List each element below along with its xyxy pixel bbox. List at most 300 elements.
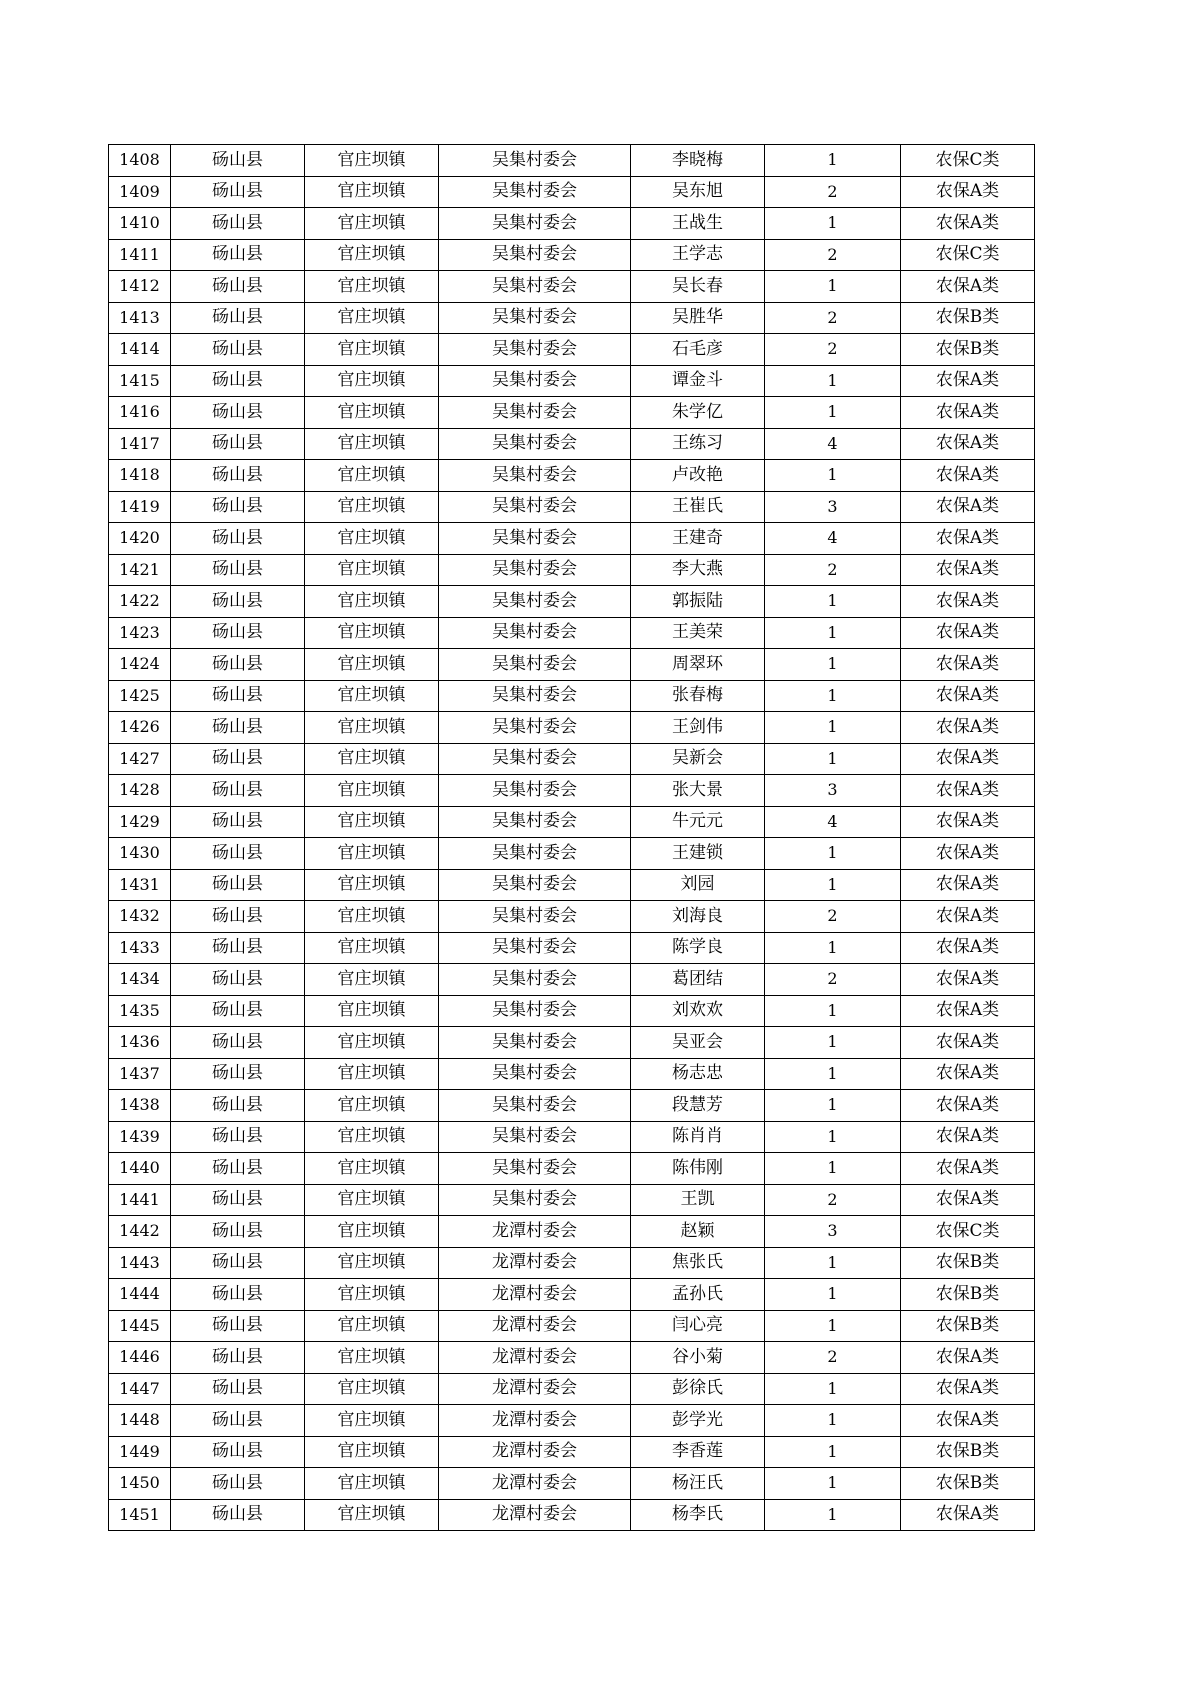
town-cell: 官庄坝镇 bbox=[305, 1279, 439, 1311]
village-committee-cell: 吴集村委会 bbox=[439, 397, 631, 429]
row-number-cell: 1423 bbox=[109, 617, 171, 649]
village-committee-cell: 吴集村委会 bbox=[439, 995, 631, 1027]
table-row bbox=[109, 1027, 1035, 1059]
county-cell: 砀山县 bbox=[171, 617, 305, 649]
name-cell: 王建奇 bbox=[631, 523, 765, 555]
county-cell: 砀山县 bbox=[171, 365, 305, 397]
name-cell: 朱学亿 bbox=[631, 397, 765, 429]
name-cell: 刘园 bbox=[631, 869, 765, 901]
village-committee-cell: 吴集村委会 bbox=[439, 838, 631, 870]
table-row bbox=[109, 806, 1035, 838]
name-cell: 吴胜华 bbox=[631, 302, 765, 334]
county-cell: 砀山县 bbox=[171, 1027, 305, 1059]
table-row bbox=[109, 1405, 1035, 1437]
category-cell: 农保A类 bbox=[901, 901, 1035, 933]
table-row bbox=[109, 271, 1035, 303]
count-cell: 2 bbox=[765, 176, 901, 208]
row-number-cell: 1415 bbox=[109, 365, 171, 397]
village-committee-cell: 龙潭村委会 bbox=[439, 1342, 631, 1374]
count-cell: 2 bbox=[765, 901, 901, 933]
table-row bbox=[109, 1468, 1035, 1500]
name-cell: 杨李氏 bbox=[631, 1499, 765, 1531]
count-cell: 1 bbox=[765, 1279, 901, 1311]
county-cell: 砀山县 bbox=[171, 1310, 305, 1342]
name-cell: 杨汪氏 bbox=[631, 1468, 765, 1500]
row-number-cell: 1440 bbox=[109, 1153, 171, 1185]
name-cell: 王学志 bbox=[631, 239, 765, 271]
table-row bbox=[109, 523, 1035, 555]
name-cell: 张春梅 bbox=[631, 680, 765, 712]
county-cell: 砀山县 bbox=[171, 239, 305, 271]
table-row bbox=[109, 743, 1035, 775]
category-cell: 农保B类 bbox=[901, 1436, 1035, 1468]
row-number-cell: 1435 bbox=[109, 995, 171, 1027]
town-cell: 官庄坝镇 bbox=[305, 365, 439, 397]
row-number-cell: 1451 bbox=[109, 1499, 171, 1531]
count-cell: 1 bbox=[765, 271, 901, 303]
name-cell: 郭振陆 bbox=[631, 586, 765, 618]
count-cell: 1 bbox=[765, 460, 901, 492]
name-cell: 张大景 bbox=[631, 775, 765, 807]
row-number-cell: 1445 bbox=[109, 1310, 171, 1342]
county-cell: 砀山县 bbox=[171, 586, 305, 618]
county-cell: 砀山县 bbox=[171, 1090, 305, 1122]
village-committee-cell: 龙潭村委会 bbox=[439, 1279, 631, 1311]
county-cell: 砀山县 bbox=[171, 523, 305, 555]
count-cell: 3 bbox=[765, 1216, 901, 1248]
town-cell: 官庄坝镇 bbox=[305, 145, 439, 177]
row-number-cell: 1447 bbox=[109, 1373, 171, 1405]
village-committee-cell: 吴集村委会 bbox=[439, 901, 631, 933]
table-row bbox=[109, 901, 1035, 933]
town-cell: 官庄坝镇 bbox=[305, 554, 439, 586]
count-cell: 1 bbox=[765, 1436, 901, 1468]
town-cell: 官庄坝镇 bbox=[305, 1216, 439, 1248]
name-cell: 段慧芳 bbox=[631, 1090, 765, 1122]
name-cell: 卢改艳 bbox=[631, 460, 765, 492]
category-cell: 农保A类 bbox=[901, 1499, 1035, 1531]
count-cell: 1 bbox=[765, 617, 901, 649]
count-cell: 1 bbox=[765, 838, 901, 870]
row-number-cell: 1446 bbox=[109, 1342, 171, 1374]
county-cell: 砀山县 bbox=[171, 428, 305, 460]
village-committee-cell: 吴集村委会 bbox=[439, 1090, 631, 1122]
town-cell: 官庄坝镇 bbox=[305, 397, 439, 429]
village-committee-cell: 龙潭村委会 bbox=[439, 1436, 631, 1468]
category-cell: 农保A类 bbox=[901, 617, 1035, 649]
name-cell: 彭学光 bbox=[631, 1405, 765, 1437]
table-row bbox=[109, 208, 1035, 240]
name-cell: 吴亚会 bbox=[631, 1027, 765, 1059]
roster-table-body bbox=[109, 145, 1035, 1531]
category-cell: 农保C类 bbox=[901, 1216, 1035, 1248]
table-row bbox=[109, 145, 1035, 177]
village-committee-cell: 吴集村委会 bbox=[439, 617, 631, 649]
row-number-cell: 1412 bbox=[109, 271, 171, 303]
table-row bbox=[109, 397, 1035, 429]
village-committee-cell: 吴集村委会 bbox=[439, 869, 631, 901]
table-row bbox=[109, 460, 1035, 492]
count-cell: 2 bbox=[765, 302, 901, 334]
village-committee-cell: 吴集村委会 bbox=[439, 649, 631, 681]
row-number-cell: 1450 bbox=[109, 1468, 171, 1500]
town-cell: 官庄坝镇 bbox=[305, 617, 439, 649]
table-row bbox=[109, 1121, 1035, 1153]
county-cell: 砀山县 bbox=[171, 554, 305, 586]
row-number-cell: 1441 bbox=[109, 1184, 171, 1216]
count-cell: 1 bbox=[765, 1247, 901, 1279]
town-cell: 官庄坝镇 bbox=[305, 995, 439, 1027]
count-cell: 1 bbox=[765, 680, 901, 712]
category-cell: 农保A类 bbox=[901, 365, 1035, 397]
category-cell: 农保A类 bbox=[901, 1184, 1035, 1216]
table-row bbox=[109, 1058, 1035, 1090]
category-cell: 农保C类 bbox=[901, 239, 1035, 271]
town-cell: 官庄坝镇 bbox=[305, 1090, 439, 1122]
count-cell: 1 bbox=[765, 1405, 901, 1437]
town-cell: 官庄坝镇 bbox=[305, 932, 439, 964]
count-cell: 3 bbox=[765, 775, 901, 807]
category-cell: 农保A类 bbox=[901, 208, 1035, 240]
category-cell: 农保B类 bbox=[901, 1247, 1035, 1279]
row-number-cell: 1426 bbox=[109, 712, 171, 744]
row-number-cell: 1439 bbox=[109, 1121, 171, 1153]
name-cell: 谭金斗 bbox=[631, 365, 765, 397]
table-row bbox=[109, 1436, 1035, 1468]
county-cell: 砀山县 bbox=[171, 176, 305, 208]
county-cell: 砀山县 bbox=[171, 1405, 305, 1437]
village-committee-cell: 吴集村委会 bbox=[439, 460, 631, 492]
county-cell: 砀山县 bbox=[171, 1121, 305, 1153]
category-cell: 农保A类 bbox=[901, 428, 1035, 460]
count-cell: 1 bbox=[765, 743, 901, 775]
row-number-cell: 1418 bbox=[109, 460, 171, 492]
table-row bbox=[109, 712, 1035, 744]
name-cell: 陈学良 bbox=[631, 932, 765, 964]
table-row bbox=[109, 554, 1035, 586]
category-cell: 农保A类 bbox=[901, 1342, 1035, 1374]
count-cell: 1 bbox=[765, 208, 901, 240]
table-row bbox=[109, 775, 1035, 807]
county-cell: 砀山县 bbox=[171, 1373, 305, 1405]
count-cell: 4 bbox=[765, 428, 901, 460]
category-cell: 农保A类 bbox=[901, 1058, 1035, 1090]
row-number-cell: 1411 bbox=[109, 239, 171, 271]
category-cell: 农保A类 bbox=[901, 1090, 1035, 1122]
category-cell: 农保A类 bbox=[901, 775, 1035, 807]
name-cell: 葛团结 bbox=[631, 964, 765, 996]
row-number-cell: 1424 bbox=[109, 649, 171, 681]
town-cell: 官庄坝镇 bbox=[305, 176, 439, 208]
row-number-cell: 1425 bbox=[109, 680, 171, 712]
county-cell: 砀山县 bbox=[171, 302, 305, 334]
table-row bbox=[109, 491, 1035, 523]
count-cell: 2 bbox=[765, 1342, 901, 1374]
count-cell: 1 bbox=[765, 1373, 901, 1405]
town-cell: 官庄坝镇 bbox=[305, 838, 439, 870]
county-cell: 砀山县 bbox=[171, 1468, 305, 1500]
village-committee-cell: 吴集村委会 bbox=[439, 491, 631, 523]
county-cell: 砀山县 bbox=[171, 869, 305, 901]
count-cell: 2 bbox=[765, 239, 901, 271]
count-cell: 1 bbox=[765, 397, 901, 429]
village-committee-cell: 龙潭村委会 bbox=[439, 1499, 631, 1531]
county-cell: 砀山县 bbox=[171, 1216, 305, 1248]
table-row bbox=[109, 586, 1035, 618]
table-row bbox=[109, 1279, 1035, 1311]
village-committee-cell: 吴集村委会 bbox=[439, 176, 631, 208]
count-cell: 2 bbox=[765, 334, 901, 366]
table-row bbox=[109, 1310, 1035, 1342]
category-cell: 农保A类 bbox=[901, 1027, 1035, 1059]
town-cell: 官庄坝镇 bbox=[305, 869, 439, 901]
village-committee-cell: 龙潭村委会 bbox=[439, 1310, 631, 1342]
town-cell: 官庄坝镇 bbox=[305, 1247, 439, 1279]
table-row bbox=[109, 617, 1035, 649]
village-committee-cell: 吴集村委会 bbox=[439, 964, 631, 996]
table-row bbox=[109, 302, 1035, 334]
category-cell: 农保A类 bbox=[901, 176, 1035, 208]
name-cell: 刘海良 bbox=[631, 901, 765, 933]
name-cell: 王建锁 bbox=[631, 838, 765, 870]
town-cell: 官庄坝镇 bbox=[305, 586, 439, 618]
name-cell: 周翠环 bbox=[631, 649, 765, 681]
town-cell: 官庄坝镇 bbox=[305, 901, 439, 933]
town-cell: 官庄坝镇 bbox=[305, 523, 439, 555]
name-cell: 王美荣 bbox=[631, 617, 765, 649]
village-committee-cell: 吴集村委会 bbox=[439, 1058, 631, 1090]
town-cell: 官庄坝镇 bbox=[305, 208, 439, 240]
county-cell: 砀山县 bbox=[171, 1499, 305, 1531]
town-cell: 官庄坝镇 bbox=[305, 1499, 439, 1531]
row-number-cell: 1427 bbox=[109, 743, 171, 775]
town-cell: 官庄坝镇 bbox=[305, 775, 439, 807]
count-cell: 4 bbox=[765, 806, 901, 838]
category-cell: 农保B类 bbox=[901, 302, 1035, 334]
county-cell: 砀山县 bbox=[171, 1279, 305, 1311]
category-cell: 农保A类 bbox=[901, 491, 1035, 523]
count-cell: 3 bbox=[765, 491, 901, 523]
county-cell: 砀山县 bbox=[171, 649, 305, 681]
town-cell: 官庄坝镇 bbox=[305, 649, 439, 681]
town-cell: 官庄坝镇 bbox=[305, 1436, 439, 1468]
count-cell: 1 bbox=[765, 1058, 901, 1090]
category-cell: 农保A类 bbox=[901, 1373, 1035, 1405]
table-row bbox=[109, 1499, 1035, 1531]
village-committee-cell: 吴集村委会 bbox=[439, 806, 631, 838]
row-number-cell: 1448 bbox=[109, 1405, 171, 1437]
village-committee-cell: 吴集村委会 bbox=[439, 712, 631, 744]
category-cell: 农保A类 bbox=[901, 869, 1035, 901]
county-cell: 砀山县 bbox=[171, 208, 305, 240]
county-cell: 砀山县 bbox=[171, 712, 305, 744]
category-cell: 农保A类 bbox=[901, 743, 1035, 775]
name-cell: 王崔氏 bbox=[631, 491, 765, 523]
table-row bbox=[109, 176, 1035, 208]
table-row bbox=[109, 649, 1035, 681]
category-cell: 农保A类 bbox=[901, 460, 1035, 492]
table-row bbox=[109, 964, 1035, 996]
county-cell: 砀山县 bbox=[171, 901, 305, 933]
row-number-cell: 1430 bbox=[109, 838, 171, 870]
county-cell: 砀山县 bbox=[171, 932, 305, 964]
name-cell: 吴东旭 bbox=[631, 176, 765, 208]
county-cell: 砀山县 bbox=[171, 1342, 305, 1374]
county-cell: 砀山县 bbox=[171, 491, 305, 523]
table-row bbox=[109, 1342, 1035, 1374]
count-cell: 1 bbox=[765, 1027, 901, 1059]
village-committee-cell: 吴集村委会 bbox=[439, 775, 631, 807]
name-cell: 李香莲 bbox=[631, 1436, 765, 1468]
county-cell: 砀山县 bbox=[171, 1058, 305, 1090]
name-cell: 王剑伟 bbox=[631, 712, 765, 744]
category-cell: 农保A类 bbox=[901, 271, 1035, 303]
name-cell: 刘欢欢 bbox=[631, 995, 765, 1027]
village-committee-cell: 吴集村委会 bbox=[439, 365, 631, 397]
count-cell: 1 bbox=[765, 1153, 901, 1185]
name-cell: 谷小菊 bbox=[631, 1342, 765, 1374]
town-cell: 官庄坝镇 bbox=[305, 743, 439, 775]
town-cell: 官庄坝镇 bbox=[305, 491, 439, 523]
category-cell: 农保B类 bbox=[901, 1468, 1035, 1500]
table-row bbox=[109, 239, 1035, 271]
count-cell: 1 bbox=[765, 649, 901, 681]
category-cell: 农保A类 bbox=[901, 838, 1035, 870]
name-cell: 陈伟刚 bbox=[631, 1153, 765, 1185]
town-cell: 官庄坝镇 bbox=[305, 302, 439, 334]
county-cell: 砀山县 bbox=[171, 1436, 305, 1468]
county-cell: 砀山县 bbox=[171, 397, 305, 429]
village-committee-cell: 吴集村委会 bbox=[439, 334, 631, 366]
row-number-cell: 1429 bbox=[109, 806, 171, 838]
town-cell: 官庄坝镇 bbox=[305, 1342, 439, 1374]
village-committee-cell: 龙潭村委会 bbox=[439, 1373, 631, 1405]
town-cell: 官庄坝镇 bbox=[305, 239, 439, 271]
count-cell: 1 bbox=[765, 1468, 901, 1500]
count-cell: 2 bbox=[765, 554, 901, 586]
table-row bbox=[109, 365, 1035, 397]
row-number-cell: 1417 bbox=[109, 428, 171, 460]
table-row bbox=[109, 680, 1035, 712]
roster-table bbox=[108, 144, 1035, 1531]
row-number-cell: 1419 bbox=[109, 491, 171, 523]
village-committee-cell: 吴集村委会 bbox=[439, 145, 631, 177]
row-number-cell: 1438 bbox=[109, 1090, 171, 1122]
village-committee-cell: 龙潭村委会 bbox=[439, 1468, 631, 1500]
town-cell: 官庄坝镇 bbox=[305, 334, 439, 366]
table-row bbox=[109, 334, 1035, 366]
count-cell: 4 bbox=[765, 523, 901, 555]
name-cell: 陈肖肖 bbox=[631, 1121, 765, 1153]
county-cell: 砀山县 bbox=[171, 1153, 305, 1185]
village-committee-cell: 吴集村委会 bbox=[439, 1184, 631, 1216]
row-number-cell: 1436 bbox=[109, 1027, 171, 1059]
category-cell: 农保A类 bbox=[901, 1153, 1035, 1185]
count-cell: 1 bbox=[765, 586, 901, 618]
county-cell: 砀山县 bbox=[171, 964, 305, 996]
category-cell: 农保A类 bbox=[901, 586, 1035, 618]
county-cell: 砀山县 bbox=[171, 145, 305, 177]
county-cell: 砀山县 bbox=[171, 334, 305, 366]
name-cell: 李大燕 bbox=[631, 554, 765, 586]
name-cell: 彭徐氏 bbox=[631, 1373, 765, 1405]
name-cell: 石毛彦 bbox=[631, 334, 765, 366]
count-cell: 1 bbox=[765, 1121, 901, 1153]
category-cell: 农保A类 bbox=[901, 995, 1035, 1027]
town-cell: 官庄坝镇 bbox=[305, 1184, 439, 1216]
town-cell: 官庄坝镇 bbox=[305, 1468, 439, 1500]
table-row bbox=[109, 932, 1035, 964]
village-committee-cell: 吴集村委会 bbox=[439, 239, 631, 271]
village-committee-cell: 龙潭村委会 bbox=[439, 1216, 631, 1248]
category-cell: 农保B类 bbox=[901, 334, 1035, 366]
row-number-cell: 1420 bbox=[109, 523, 171, 555]
village-committee-cell: 吴集村委会 bbox=[439, 586, 631, 618]
row-number-cell: 1443 bbox=[109, 1247, 171, 1279]
name-cell: 牛元元 bbox=[631, 806, 765, 838]
town-cell: 官庄坝镇 bbox=[305, 460, 439, 492]
row-number-cell: 1409 bbox=[109, 176, 171, 208]
category-cell: 农保A类 bbox=[901, 712, 1035, 744]
category-cell: 农保A类 bbox=[901, 554, 1035, 586]
village-committee-cell: 吴集村委会 bbox=[439, 680, 631, 712]
count-cell: 1 bbox=[765, 712, 901, 744]
county-cell: 砀山县 bbox=[171, 775, 305, 807]
row-number-cell: 1422 bbox=[109, 586, 171, 618]
name-cell: 王练习 bbox=[631, 428, 765, 460]
name-cell: 赵颖 bbox=[631, 1216, 765, 1248]
category-cell: 农保A类 bbox=[901, 680, 1035, 712]
village-committee-cell: 吴集村委会 bbox=[439, 1153, 631, 1185]
town-cell: 官庄坝镇 bbox=[305, 271, 439, 303]
village-committee-cell: 吴集村委会 bbox=[439, 554, 631, 586]
name-cell: 王战生 bbox=[631, 208, 765, 240]
count-cell: 1 bbox=[765, 1499, 901, 1531]
table-row bbox=[109, 428, 1035, 460]
name-cell: 王凯 bbox=[631, 1184, 765, 1216]
county-cell: 砀山县 bbox=[171, 1247, 305, 1279]
category-cell: 农保A类 bbox=[901, 523, 1035, 555]
table-row bbox=[109, 995, 1035, 1027]
name-cell: 焦张氏 bbox=[631, 1247, 765, 1279]
row-number-cell: 1442 bbox=[109, 1216, 171, 1248]
table-row bbox=[109, 838, 1035, 870]
name-cell: 吴长春 bbox=[631, 271, 765, 303]
row-number-cell: 1437 bbox=[109, 1058, 171, 1090]
row-number-cell: 1444 bbox=[109, 1279, 171, 1311]
category-cell: 农保A类 bbox=[901, 806, 1035, 838]
town-cell: 官庄坝镇 bbox=[305, 1058, 439, 1090]
count-cell: 1 bbox=[765, 1090, 901, 1122]
count-cell: 2 bbox=[765, 964, 901, 996]
county-cell: 砀山县 bbox=[171, 743, 305, 775]
table-row bbox=[109, 1216, 1035, 1248]
village-committee-cell: 吴集村委会 bbox=[439, 428, 631, 460]
county-cell: 砀山县 bbox=[171, 680, 305, 712]
row-number-cell: 1449 bbox=[109, 1436, 171, 1468]
row-number-cell: 1421 bbox=[109, 554, 171, 586]
count-cell: 2 bbox=[765, 1184, 901, 1216]
category-cell: 农保A类 bbox=[901, 932, 1035, 964]
town-cell: 官庄坝镇 bbox=[305, 1121, 439, 1153]
town-cell: 官庄坝镇 bbox=[305, 1405, 439, 1437]
row-number-cell: 1431 bbox=[109, 869, 171, 901]
table-row bbox=[109, 1153, 1035, 1185]
category-cell: 农保B类 bbox=[901, 1310, 1035, 1342]
county-cell: 砀山县 bbox=[171, 995, 305, 1027]
table-row bbox=[109, 1373, 1035, 1405]
table-row bbox=[109, 1184, 1035, 1216]
